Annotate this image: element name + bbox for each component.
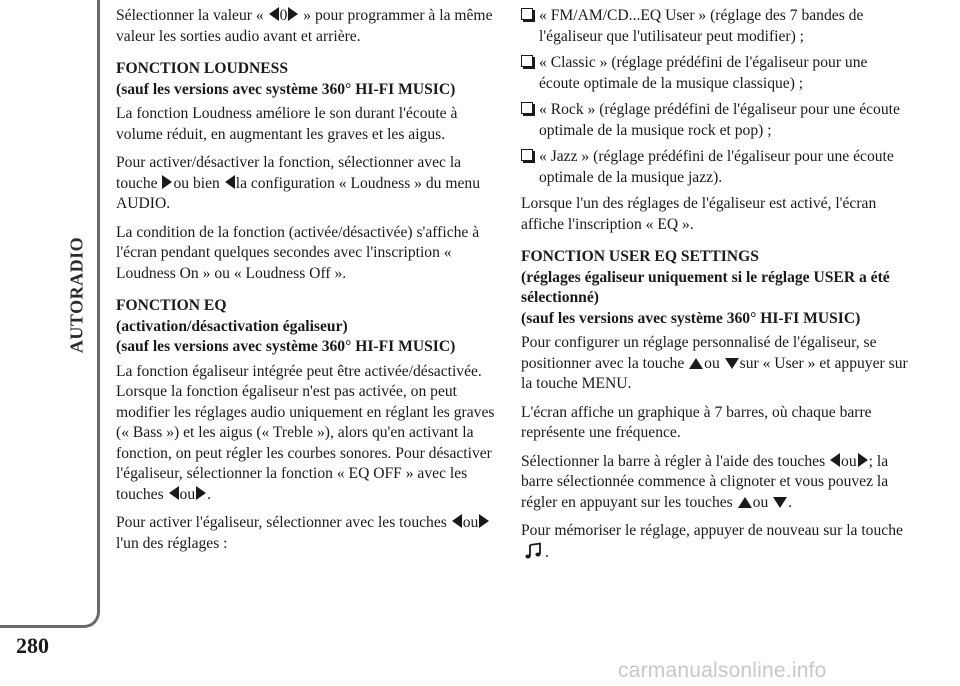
paragraph-eq-display: Lorsque l'un des réglages de l'égaliseur est activé, l'écran affiche l'inscription « EQ ». bbox=[521, 195, 877, 233]
page-number: 280 bbox=[16, 633, 49, 658]
watermark: carmanualsonline.info bbox=[618, 659, 827, 682]
arrow-left-icon bbox=[269, 7, 279, 21]
arrow-right-icon bbox=[479, 514, 489, 528]
arrow-up-icon bbox=[689, 358, 703, 369]
checkbox-bullet-icon bbox=[521, 149, 533, 161]
paragraph-user-graph: L'écran affiche un graphique à 7 barres, où chaque barre représente une fréquence. bbox=[521, 403, 872, 441]
arrow-down-icon bbox=[725, 358, 739, 369]
heading-loudness: FONCTION LOUDNESS (sauf les versions avec système 360° HI-FI MUSIC) bbox=[116, 60, 456, 98]
arrow-left-icon bbox=[225, 175, 235, 189]
list-item: « Rock » (réglage prédéfini de l'égaliseur pour une écoute optimale de la musique rock et pop) ; bbox=[521, 100, 911, 141]
arrow-left-icon bbox=[830, 453, 840, 467]
arrow-up-icon bbox=[738, 497, 752, 508]
right-column bbox=[521, 6, 911, 571]
heading-user-eq: FONCTION USER EQ SETTINGS (réglages égaliseur uniquement si le réglage USER a été sélectionné) (sauf les versions avec système 360° HI-FI MUSIC) bbox=[521, 248, 890, 327]
left-column bbox=[116, 6, 500, 562]
paragraph-eq-desc: La fonction égaliseur intégrée peut être activée/désactivée. Lorsque la fonction égaliseur n'est pas activée, on peut modifier les réglages audio uniquement en réglant les graves (« Bass ») et les aigus (« Treble »), alors qu'en activant la fonction, on peut régler les courbes sonores. Pour désactiver l'égaliseur, sélectionner la fonction « EQ OFF » avec les touches ou . bbox=[116, 362, 495, 503]
section-label-text: AUTORADIO bbox=[66, 236, 87, 354]
paragraph-loudness-desc: La fonction Loudness améliore le son durant l'écoute à volume réduit, en augmentant les graves et les aigus. bbox=[116, 105, 458, 143]
list-item: « FM/AM/CD...EQ User » (réglage des 7 bandes de l'égaliseur que l'utilisateur peut modifier) ; bbox=[521, 6, 911, 47]
paragraph-user-select-bar: Sélectionner la barre à régler à l'aide des touches ou ; la barre sélectionnée commence à clignoter et vous pouvez la régler en appuyant sur les touches ou . bbox=[521, 452, 889, 511]
paragraph-loudness-status: La condition de la fonction (activée/désactivée) s'affiche à l'écran pendant quelques secondes avec l'inscription « Loudness On » ou « Loudness Off ». bbox=[116, 223, 480, 282]
arrow-right-icon bbox=[288, 7, 298, 21]
arrow-down-icon bbox=[773, 497, 787, 508]
paragraph-user-configure: Pour configurer un réglage personnalisé de l'égaliseur, se positionner avec la touche ou sur « User » et appuyer sur la touche MENU. bbox=[521, 334, 908, 392]
paragraph-loudness-toggle: Pour activer/désactiver la fonction, sélectionner avec la touche ou bien la configuration « Loudness » du menu AUDIO. bbox=[116, 154, 480, 212]
list-item: « Jazz » (réglage prédéfini de l'égaliseur pour une écoute optimale de la musique jazz). bbox=[521, 147, 911, 188]
checkbox-bullet-icon bbox=[521, 55, 533, 67]
arrow-right-icon bbox=[196, 486, 206, 500]
paragraph-output-setting: Sélectionner la valeur « 0 » pour programmer à la même valeur les sorties audio avant et arrière. bbox=[116, 7, 493, 45]
section-label bbox=[62, 210, 92, 380]
arrow-right-icon bbox=[162, 175, 172, 189]
list-item: « Classic » (réglage prédéfini de l'égaliseur pour une écoute optimale de la musique classique) ; bbox=[521, 53, 911, 94]
arrow-left-icon bbox=[169, 486, 179, 500]
arrow-left-icon bbox=[452, 514, 462, 528]
music-note-icon bbox=[524, 542, 542, 560]
heading-eq: FONCTION EQ (activation/désactivation égaliseur) (sauf les versions avec système 360° HI-FI MUSIC) bbox=[116, 297, 456, 355]
checkbox-bullet-icon bbox=[521, 102, 533, 114]
paragraph-user-save: Pour mémoriser le réglage, appuyer de nouveau sur la touche . bbox=[521, 522, 903, 561]
arrow-right-icon bbox=[858, 453, 868, 467]
paragraph-eq-activate: Pour activer l'égaliseur, sélectionner avec les touches oul'un des réglages : bbox=[116, 513, 500, 554]
checkbox-bullet-icon bbox=[521, 8, 533, 20]
